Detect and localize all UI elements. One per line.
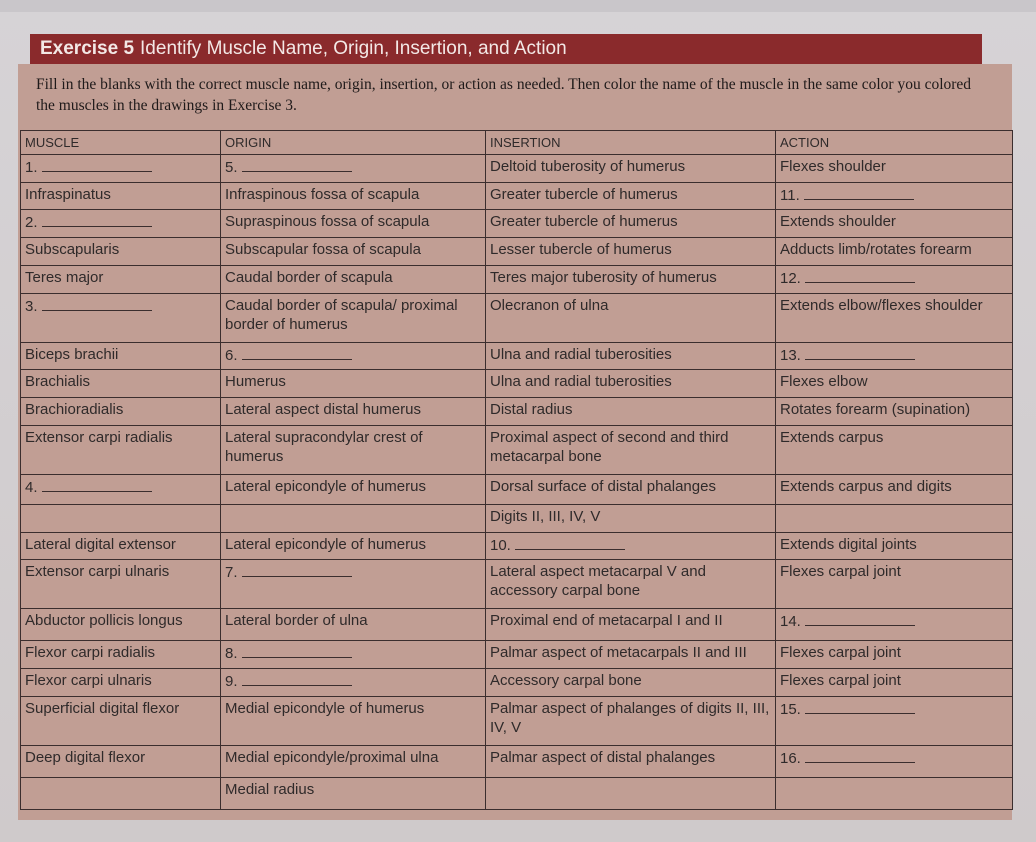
cell-insertion <box>486 475 776 505</box>
cell-text: Adducts limb/rotates forearm <box>780 241 972 259</box>
answer-blank[interactable] <box>42 296 152 311</box>
cell-text: Deep digital flexor <box>25 748 146 766</box>
header-insertion: INSERTION <box>486 131 776 155</box>
cell-muscle <box>21 560 221 609</box>
cell-text: Flexes elbow <box>780 373 868 391</box>
cell-text: 5. <box>225 159 238 176</box>
cell-muscle <box>21 342 221 370</box>
table-row <box>21 532 1013 560</box>
cell-insertion <box>486 560 776 609</box>
cell-text: Dorsal surface of distal phalanges <box>490 478 716 495</box>
cell-insertion <box>486 641 776 669</box>
cell-text: Flexes carpal joint <box>780 563 901 581</box>
cell-action <box>776 370 1013 398</box>
cell-text: 9. <box>225 673 238 691</box>
cell-insertion <box>486 210 776 238</box>
cell-text: Flexes carpal joint <box>780 672 901 690</box>
cell-action <box>776 475 1013 505</box>
cell-text: Digits II, III, IV, V <box>490 507 601 525</box>
cell-text: 7. <box>225 564 238 582</box>
table-row <box>21 342 1013 370</box>
cell-text: Palmar aspect of phalanges of digits II, III, IV, V <box>490 699 770 736</box>
table-row <box>21 210 1013 238</box>
cell-text: Brachioradialis <box>25 401 124 419</box>
answer-blank[interactable] <box>42 157 152 172</box>
exercise-number: Exercise 5 <box>40 38 135 59</box>
cell-muscle <box>21 609 221 641</box>
cell-muscle <box>21 504 221 532</box>
cell-origin <box>221 504 486 532</box>
cell-text: Caudal border of scapula <box>225 268 393 286</box>
table-row <box>21 560 1013 609</box>
cell-text: 3. <box>25 297 38 315</box>
table-row <box>21 425 1013 474</box>
cell-text: Olecranon of ulna <box>490 296 609 314</box>
table-row <box>21 370 1013 398</box>
cell-text: Flexes shoulder <box>780 158 886 175</box>
cell-text: 8. <box>225 645 238 663</box>
cell-text: Extensor carpi ulnaris <box>25 563 170 581</box>
cell-insertion <box>486 155 776 183</box>
cell-text: Medial radius <box>225 780 315 798</box>
cell-origin <box>221 425 486 474</box>
cell-insertion <box>486 293 776 342</box>
cell-muscle <box>21 532 221 560</box>
cell-text: Lateral supracondylar crest of humerus <box>225 428 423 465</box>
cell-insertion <box>486 669 776 697</box>
cell-insertion <box>486 504 776 532</box>
cell-insertion[interactable] <box>486 532 776 560</box>
cell-text: Flexor carpi radialis <box>25 644 156 662</box>
page-top-edge <box>0 0 1036 12</box>
cell-action[interactable] <box>776 342 1013 370</box>
table-row <box>21 475 1013 505</box>
cell-text: Rotates forearm (supination) <box>780 401 971 419</box>
cell-text: 4. <box>25 479 38 496</box>
cell-text: Greater tubercle of humerus <box>490 185 678 203</box>
cell-insertion <box>486 777 776 809</box>
cell-text: Medial epicondyle/proximal ulna <box>225 748 439 766</box>
header-origin: ORIGIN <box>221 131 486 155</box>
cell-text: Lateral epicondyle of humerus <box>225 535 426 553</box>
cell-text: Lateral aspect distal humerus <box>225 401 421 419</box>
cell-text: Lateral epicondyle of humerus <box>225 478 426 495</box>
cell-origin[interactable] <box>221 669 486 697</box>
cell-origin[interactable] <box>221 155 486 183</box>
cell-text: Subscapularis <box>25 241 120 259</box>
cell-muscle <box>21 777 221 809</box>
exercise-instructions: Fill in the blanks with the correct muscle name, origin, insertion, or action as needed. Then color the name of the muscle in the same color you colored the muscles in the drawings in Exercise 3. <box>36 76 972 114</box>
cell-muscle <box>21 696 221 745</box>
cell-text: Brachialis <box>25 373 91 391</box>
cell-text: 6. <box>225 346 238 364</box>
exercise-title: Identify Muscle Name, Origin, Insertion, and Action <box>140 38 567 59</box>
cell-muscle <box>21 370 221 398</box>
cell-muscle[interactable] <box>21 155 221 183</box>
cell-text: Flexor carpi ulnaris <box>25 672 152 690</box>
cell-action[interactable] <box>776 696 1013 745</box>
table-row <box>21 155 1013 183</box>
cell-text: Medial epicondyle of humerus <box>225 699 425 717</box>
answer-blank[interactable] <box>805 345 915 360</box>
cell-origin <box>221 398 486 426</box>
cell-action <box>776 238 1013 266</box>
exercise-header <box>30 34 982 64</box>
table-row <box>21 504 1013 532</box>
cell-text: 1. <box>25 159 38 176</box>
cell-muscle[interactable] <box>21 210 221 238</box>
cell-action[interactable] <box>776 265 1013 293</box>
answer-blank[interactable] <box>42 212 152 227</box>
cell-text: 2. <box>25 214 38 232</box>
cell-text: Deltoid tuberosity of humerus <box>490 158 686 175</box>
cell-origin <box>221 265 486 293</box>
cell-origin <box>221 532 486 560</box>
table-row <box>21 265 1013 293</box>
cell-text: Biceps brachii <box>25 345 119 363</box>
cell-text: Teres major tuberosity of humerus <box>490 268 717 286</box>
cell-insertion <box>486 425 776 474</box>
cell-action <box>776 641 1013 669</box>
table-row <box>21 293 1013 342</box>
cell-text: Extensor carpi radialis <box>25 428 173 446</box>
table-row <box>21 745 1013 777</box>
answer-blank[interactable] <box>805 268 915 283</box>
cell-text: 13. <box>780 346 801 364</box>
cell-muscle <box>21 745 221 777</box>
cell-origin <box>221 609 486 641</box>
cell-text: Extends carpus <box>780 428 884 446</box>
cell-text: Extends shoulder <box>780 213 896 231</box>
cell-text: Palmar aspect of metacarpals II and III <box>490 644 747 662</box>
header-muscle: MUSCLE <box>21 131 221 155</box>
table-row <box>21 182 1013 210</box>
cell-action <box>776 504 1013 532</box>
cell-text: Lateral digital extensor <box>25 535 176 553</box>
cell-action <box>776 398 1013 426</box>
table-body <box>21 155 1013 810</box>
cell-insertion <box>486 745 776 777</box>
answer-blank[interactable] <box>42 477 152 492</box>
cell-origin[interactable] <box>221 641 486 669</box>
cell-text: 12. <box>780 269 801 287</box>
answer-blank[interactable] <box>805 699 915 714</box>
answer-blank[interactable] <box>242 671 352 686</box>
cell-origin <box>221 238 486 266</box>
cell-origin[interactable] <box>221 560 486 609</box>
cell-origin <box>221 210 486 238</box>
header-action: ACTION <box>776 131 1013 155</box>
cell-text: Distal radius <box>490 401 573 419</box>
cell-text: Superficial digital flexor <box>25 699 180 717</box>
cell-origin <box>221 777 486 809</box>
cell-action <box>776 560 1013 609</box>
cell-text: Palmar aspect of distal phalanges <box>490 748 716 766</box>
cell-text: Caudal border of scapula/ proximal border of humerus <box>225 296 458 333</box>
cell-origin <box>221 475 486 505</box>
cell-action <box>776 669 1013 697</box>
cell-text: Supraspinous fossa of scapula <box>225 213 430 231</box>
cell-muscle <box>21 425 221 474</box>
cell-muscle <box>21 182 221 210</box>
cell-text: Extends elbow/flexes shoulder <box>780 296 983 314</box>
cell-origin <box>221 293 486 342</box>
cell-text: Ulna and radial tuberosities <box>490 345 672 363</box>
cell-origin <box>221 745 486 777</box>
cell-text: Infraspinous fossa of scapula <box>225 185 420 203</box>
cell-insertion <box>486 398 776 426</box>
answer-blank[interactable] <box>242 643 352 658</box>
cell-text: Lateral aspect metacarpal V and accessory carpal bone <box>490 563 706 600</box>
table-row <box>21 609 1013 641</box>
cell-muscle <box>21 641 221 669</box>
cell-text: Proximal end of metacarpal I and II <box>490 612 723 630</box>
cell-text: 11. <box>780 186 800 204</box>
cell-text: Lateral border of ulna <box>225 612 368 630</box>
cell-muscle <box>21 265 221 293</box>
cell-text: Lesser tubercle of humerus <box>490 241 672 259</box>
cell-action <box>776 532 1013 560</box>
cell-insertion <box>486 238 776 266</box>
answer-blank[interactable] <box>242 345 352 360</box>
cell-origin <box>221 696 486 745</box>
cell-text: Extends carpus and digits <box>780 478 952 495</box>
cell-origin[interactable] <box>221 342 486 370</box>
cell-origin <box>221 370 486 398</box>
cell-text: Humerus <box>225 373 286 391</box>
cell-text: Abductor pollicis longus <box>25 612 183 630</box>
cell-action[interactable] <box>776 182 1013 210</box>
cell-muscle <box>21 669 221 697</box>
cell-action <box>776 155 1013 183</box>
cell-action <box>776 210 1013 238</box>
answer-blank[interactable] <box>515 535 625 550</box>
table-row <box>21 398 1013 426</box>
cell-muscle[interactable] <box>21 475 221 505</box>
answer-blank[interactable] <box>242 157 352 172</box>
cell-text: Extends digital joints <box>780 535 917 553</box>
cell-insertion <box>486 609 776 641</box>
cell-action <box>776 777 1013 809</box>
cell-insertion <box>486 265 776 293</box>
table-row <box>21 641 1013 669</box>
cell-text: 15. <box>780 700 801 718</box>
cell-text: Teres major <box>25 268 104 286</box>
cell-text: 14. <box>780 613 801 631</box>
cell-text: Ulna and radial tuberosities <box>490 373 672 391</box>
cell-text: Greater tubercle of humerus <box>490 213 678 231</box>
cell-insertion <box>486 182 776 210</box>
cell-text: Proximal aspect of second and third metacarpal bone <box>490 428 729 465</box>
cell-insertion <box>486 370 776 398</box>
cell-text: Subscapular fossa of scapula <box>225 241 421 259</box>
table-row <box>21 777 1013 809</box>
answer-blank[interactable] <box>804 185 914 200</box>
answer-blank[interactable] <box>805 748 915 763</box>
cell-text: 16. <box>780 749 801 767</box>
table-row <box>21 669 1013 697</box>
answer-blank[interactable] <box>242 562 352 577</box>
cell-text: Accessory carpal bone <box>490 672 642 690</box>
cell-action <box>776 293 1013 342</box>
muscle-table <box>20 130 1013 810</box>
cell-origin <box>221 182 486 210</box>
cell-muscle <box>21 398 221 426</box>
table-row <box>21 238 1013 266</box>
cell-action[interactable] <box>776 745 1013 777</box>
cell-muscle[interactable] <box>21 293 221 342</box>
cell-text: 10. <box>490 536 511 554</box>
cell-insertion <box>486 342 776 370</box>
cell-muscle <box>21 238 221 266</box>
cell-insertion <box>486 696 776 745</box>
cell-text: Flexes carpal joint <box>780 644 901 662</box>
cell-text: Infraspinatus <box>25 185 111 203</box>
cell-action <box>776 425 1013 474</box>
table-header-row <box>21 131 1013 155</box>
answer-blank[interactable] <box>805 611 915 626</box>
table-row <box>21 696 1013 745</box>
cell-action[interactable] <box>776 609 1013 641</box>
